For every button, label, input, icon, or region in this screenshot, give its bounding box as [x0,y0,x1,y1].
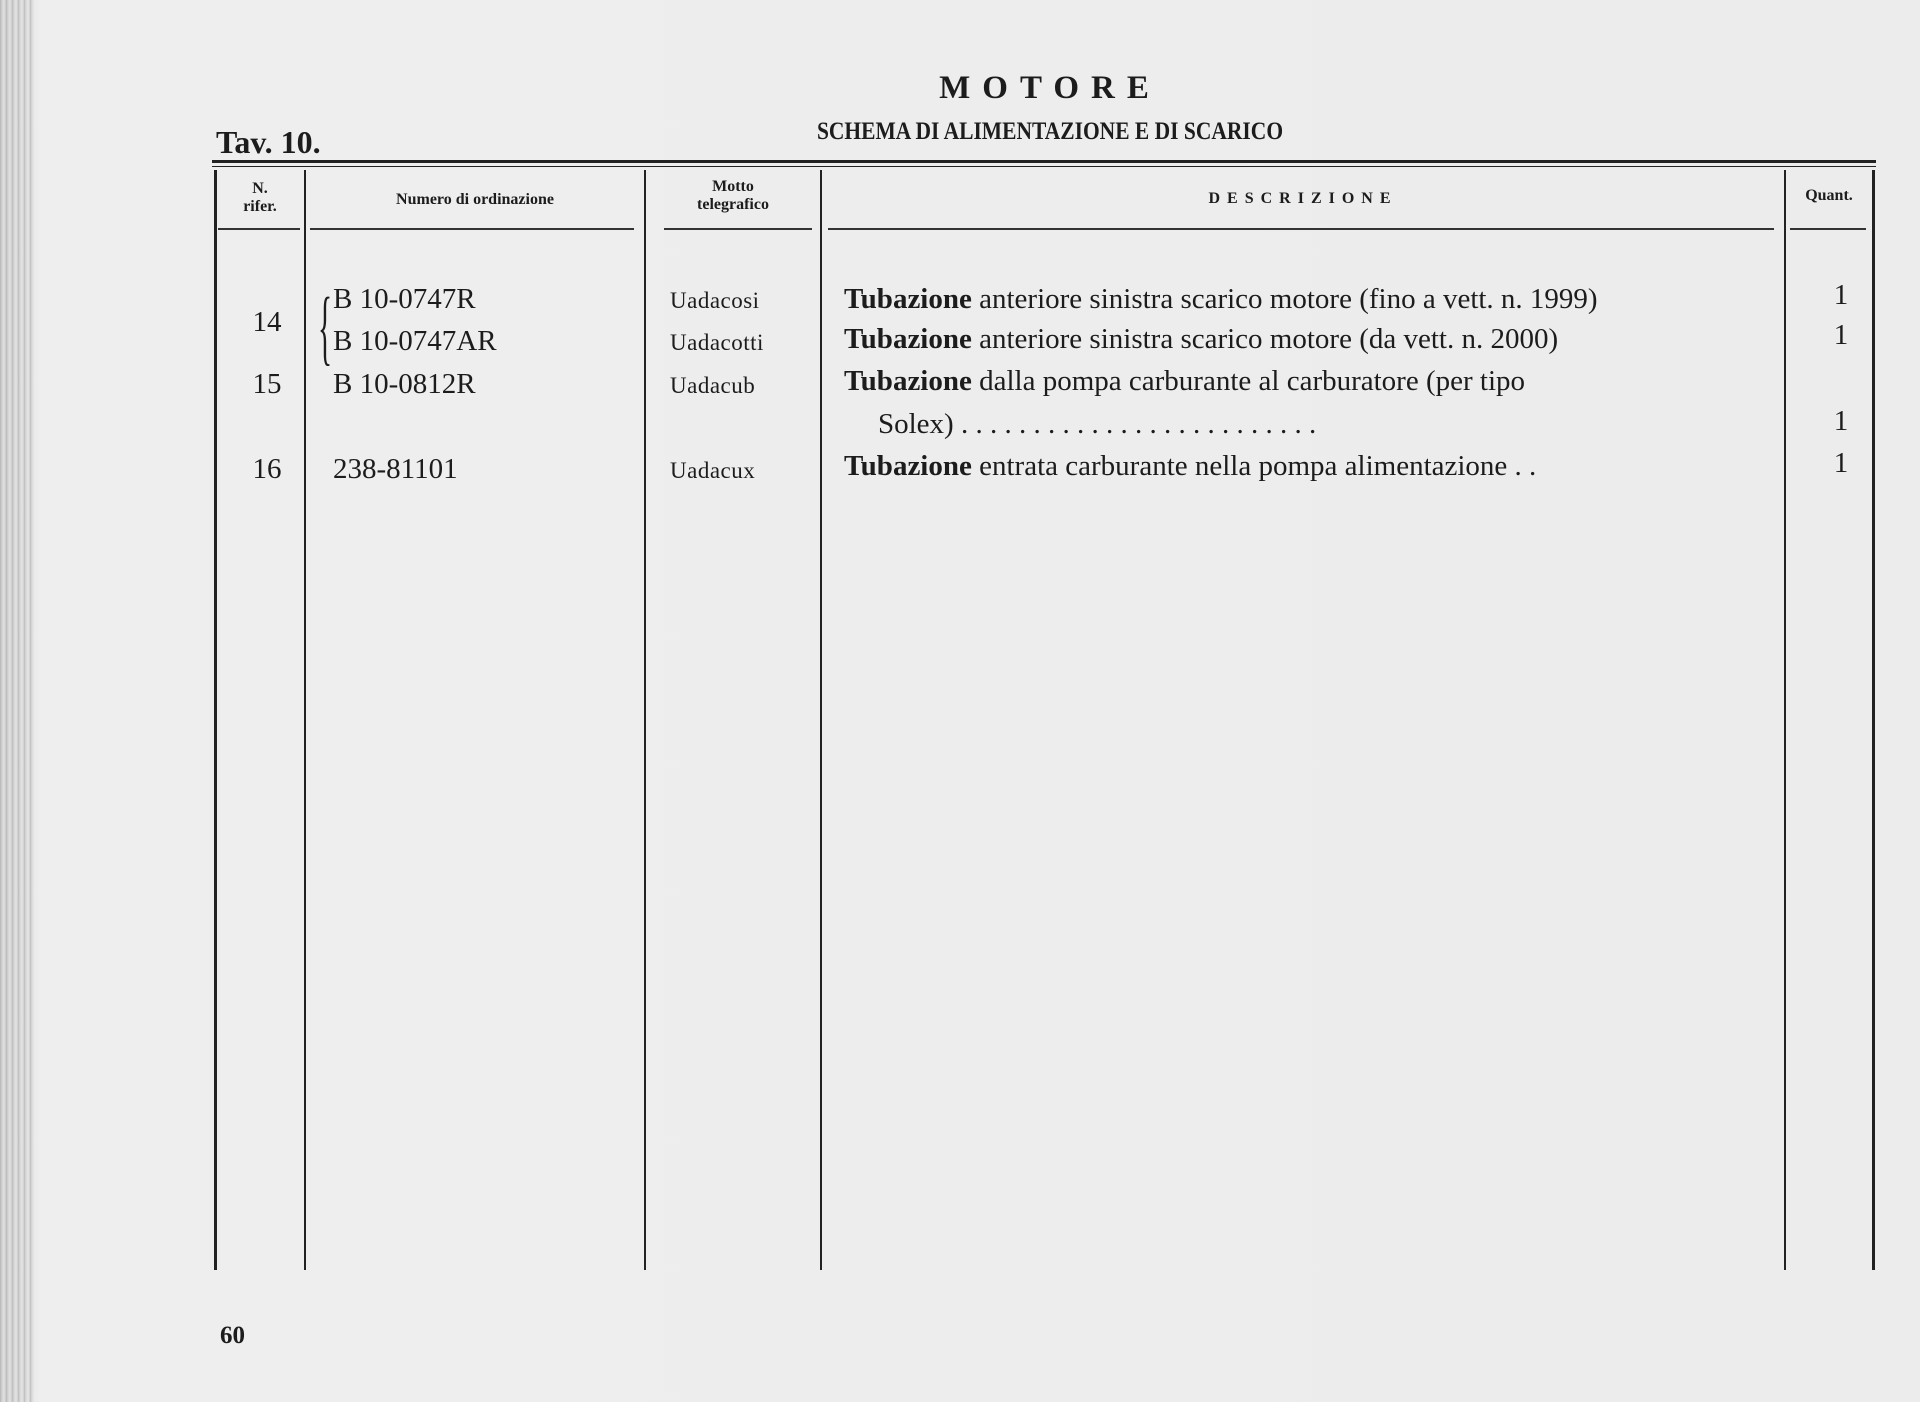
row-ref-14: 14 [252,306,282,338]
brace-ref-14: { [318,281,333,374]
row-quantity: 1 [1833,279,1849,311]
row-description: Tubazione entrata carburante nella pompa alimentazione . . [844,450,1537,482]
row-quantity: 1 [1833,447,1849,479]
row-motto: Uadacosi [670,288,760,313]
table-reference: Tav. 10. [216,124,321,160]
column-line-code [644,170,646,1270]
column-line-desc [1784,170,1786,1270]
row-ref-16: 16 [252,453,282,485]
row-motto: Uadacub [670,373,756,398]
row-description-continued: Solex) . . . . . . . . . . . . . . . . . . . . . . . . . [878,408,1317,440]
row-quantity: 1 [1833,319,1849,351]
page-title: MOTORE [939,70,1161,106]
header-underline-motto [664,228,812,230]
row-description: Tubazione dalla pompa carburante al carburatore (per tipo [844,365,1526,397]
header-ref: N. rifer. [243,180,277,215]
row-motto: Uadacux [670,458,756,483]
row-code: B 10-0747R [333,283,476,315]
row-motto: Uadacotti [670,330,764,355]
header-underline-ref [218,228,300,230]
row-code: B 10-0812R [333,368,476,400]
row-code: 238-81101 [333,453,458,485]
page-number: 60 [220,1322,245,1349]
row-quantity: 1 [1833,405,1849,437]
column-line-left [214,170,217,1270]
table-top-rule-thin [212,166,1876,167]
row-code: B 10-0747AR [333,325,497,357]
row-ref-15: 15 [252,368,282,400]
header-underline-desc [828,228,1774,230]
page-binding-edge [0,0,34,1402]
header-underline-qty [1790,228,1866,230]
row-description: Tubazione anteriore sinistra scarico motore (da vett. n. 2000) [844,323,1559,355]
header-motto: Motto telegrafico [697,178,769,213]
page-subtitle: SCHEMA DI ALIMENTAZIONE E DI SCARICO [816,118,1284,145]
header-order-number: Numero di ordinazione [396,191,554,208]
row-description: Tubazione anteriore sinistra scarico motore (fino a vett. n. 1999) [844,283,1598,315]
header-underline-code [310,228,634,230]
table-top-rule [212,160,1876,163]
header-quantity: Quant. [1805,187,1853,204]
header-description: DESCRIZIONE [1208,190,1398,207]
column-line-motto [820,170,822,1270]
